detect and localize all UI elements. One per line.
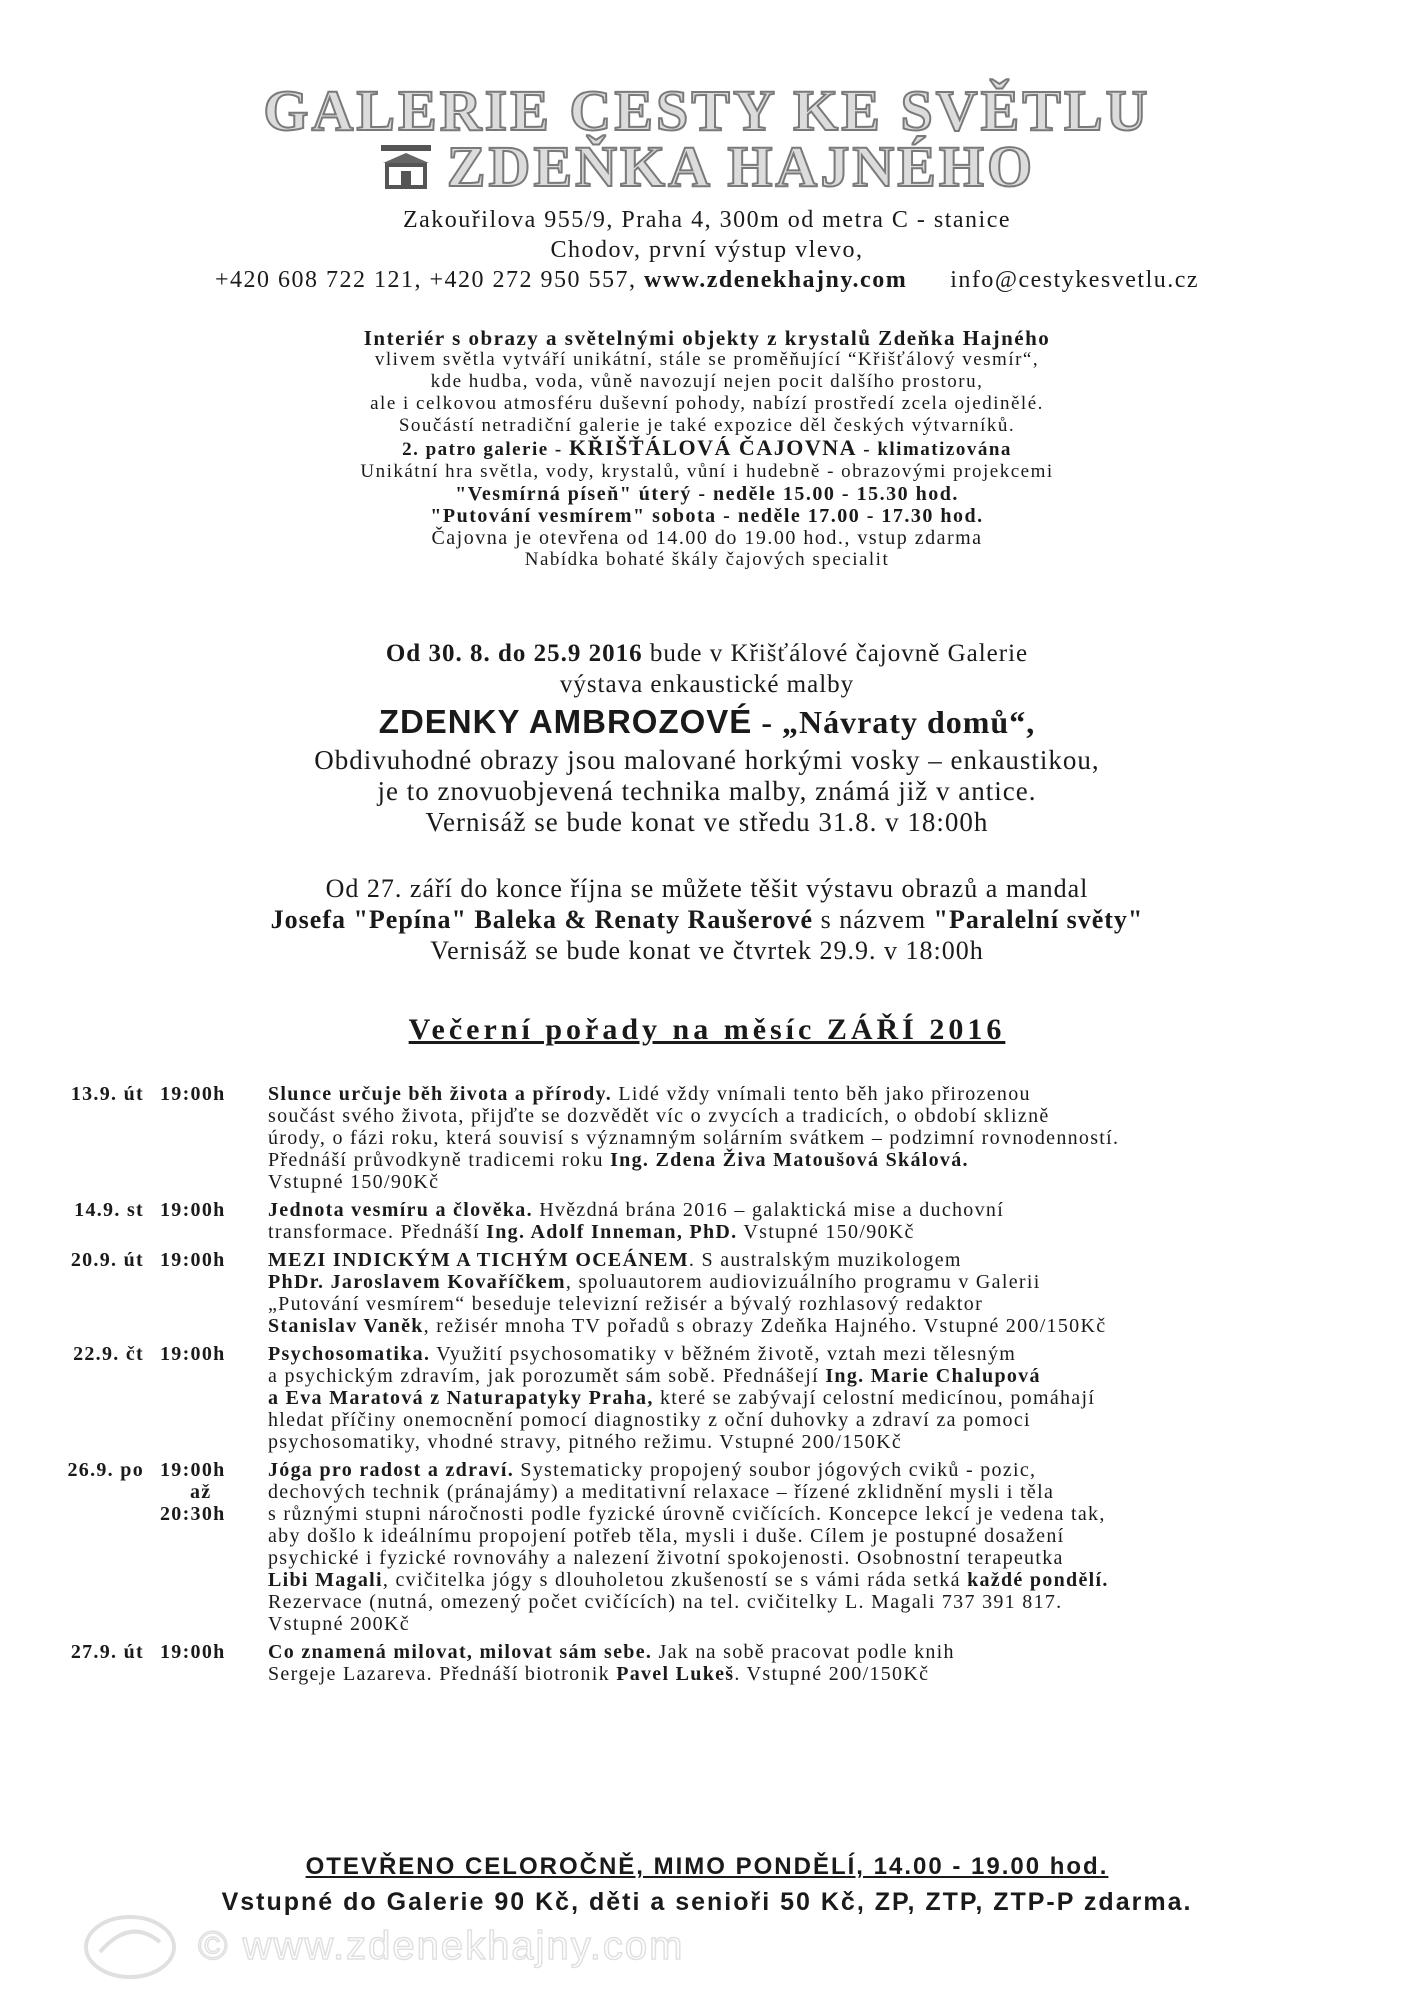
gallery-logo-line2-text: ZDEŇKA HAJNÉHO	[446, 134, 1036, 199]
watermark	[80, 1912, 780, 1982]
events-list	[40, 1083, 1380, 1685]
event-description: Psychosomatika. Využití psychosomatiky v běžném životě, vztah mezi tělesným a psychickým zdravím, jak porozumět sám sobě. Přednášejí Ing. Marie Chalupová a Eva Maratová z Naturapatyky Praha, které se zabývají celostní medicínou, pomáhají hledat příčiny onemocnění pomocí diagnostiky z oční duhovky a zdraví za pomoci psychosomatiky, vhodné stravy, pitného režimu. Vstupné 200/150Kč	[268, 1343, 1096, 1453]
event-row	[40, 1459, 1380, 1635]
event-date: 22.9. čt	[73, 1343, 144, 1365]
event-description: MEZI INDICKÝM A TICHÝM OCEÁNEM. S australským muzikologem PhDr. Jaroslavem Kovaříčkem, spoluautorem audiovizuálního programu v Galerii „Putování vesmírem“ beseduje televizní režisér a bývalý rozhlasový redaktor Stanislav Vaněk, režisér mnoha TV pořadů s obrazy Zdeňka Hajného. Vstupné 200/150Kč	[268, 1249, 1107, 1337]
floor-label: 2. patro galerie -	[402, 439, 570, 460]
gallery-logo-line1: GALERIE CESTY KE SVĚTLU	[263, 78, 1151, 143]
exhibition2-mid: s názvem	[813, 905, 934, 934]
event-date: 26.9. po	[67, 1459, 144, 1481]
event-time: 19:00h	[160, 1641, 226, 1663]
event-date: 13.9. út	[70, 1083, 144, 1105]
watermark-logo-icon	[80, 1912, 180, 1982]
tea-room-name: KŘIŠŤÁLOVÁ ČAJOVNA	[569, 435, 857, 460]
contact-line	[0, 265, 1414, 295]
intro-title: Interiér s obrazy a světelnými objekty z krystalů Zdeňka Hajného	[363, 326, 1051, 350]
opening-hours: OTEVŘENO CELOROČNĚ, MIMO PONDĚLÍ, 14.00 - 19.00 hod.	[305, 1853, 1109, 1880]
intro-line3: ale i celkovou atmosféru duševní pohody, nabízí prostředí zcela ojedinělé.	[370, 393, 1044, 414]
event-row	[40, 1343, 1380, 1453]
exhibition1-line1	[0, 638, 1414, 669]
exhibition1-dates: Od 30. 8. do 25.9 2016	[385, 640, 643, 667]
program-heading: Večerní pořady na měsíc ZÁŘÍ 2016	[408, 1013, 1006, 1046]
show-schedule-2: "Putování vesmírem" sobota - neděle 17.00 - 17.30 hod.	[430, 505, 984, 527]
exhibition2-line1: Od 27. září do konce října se můžete těšit výstavu obrazů a mandal	[325, 874, 1089, 903]
exhibition2-vernissage: Vernisáž se bude konat ve čtvrtek 29.9. v 18:00h	[430, 936, 984, 965]
tea-offer: Nabídka bohaté škály čajových specialit	[524, 549, 890, 570]
exhibition1-artist: ZDENKY AMBROZOVÉ	[378, 703, 753, 740]
exhibition1-line4: Obdivuhodné obrazy jsou malované horkými vosky – enkaustikou,	[314, 745, 1100, 775]
exhibition2-line2	[0, 904, 1414, 935]
event-time: 19:00h	[160, 1083, 226, 1105]
tea-room-line	[0, 437, 1414, 461]
exhibition1-block	[0, 638, 1414, 838]
intro-block	[0, 327, 1414, 571]
exhibition1-vernissage: Vernisáž se bude konat ve středu 31.8. v 18:00h	[425, 807, 989, 837]
event-date: 14.9. st	[74, 1199, 144, 1221]
event-date: 20.9. út	[70, 1249, 144, 1271]
event-time: 19:00h	[160, 1343, 226, 1365]
event-row	[40, 1199, 1380, 1243]
event-description: Slunce určuje běh života a přírody. Lidé vždy vnímali tento běh jako přirozenou součást svého života, přijďte se dozvědět víc o zvycích a tradicích, o období sklizně úrody, o fázi roku, která souvisí s významným solárním svátkem – podzimní rovnodenností. Přednáší průvodkyně tradicemi roku Ing. Zdena Živa Matoušová Skálová. Vstupné 150/90Kč	[268, 1083, 1120, 1193]
exhibition1-line5: je to znovuobjevená technika malby, známá již v antice.	[377, 776, 1037, 806]
intro-line2: kde hudba, voda, vůně navozují nejen pocit dalšího prostoru,	[430, 371, 984, 392]
event-description: Jóga pro radost a zdraví. Systematicky propojený soubor jógových cviků - pozic, dechových technik (pránajámy) a meditativní relaxace – řízené zklidnění mysli i těla s různými stupni náročnosti podle fyzické úrovně cvičících. Koncepce lekcí je vedena tak, aby došlo k ideálnímu propojení potřeb těla, mysli i duše. Cílem je postupné dosažení psychické i fyzické rovnováhy a nalezení životní spokojenosti. Osobnostní terapeutka Libi Magali, cvičitelka jógy s dlouholetou zkušeností se s vámi ráda setká každé pondělí. Rezervace (nutná, omezený počet cvičících) na tel. cvičitelky L. Magali 737 391 817. Vstupné 200Kč	[268, 1459, 1109, 1635]
air-conditioned-label: - klimatizována	[857, 439, 1012, 460]
exhibition2-title: "Paralelní světy"	[933, 905, 1144, 934]
exhibition1-line2: výstava enkaustické malby	[559, 671, 855, 698]
intro-line4: Součástí netradiční galerie je také expozice děl českých výtvarníků.	[398, 415, 1016, 436]
event-time: 19:00h	[160, 1199, 226, 1221]
event-date: 27.9. út	[70, 1641, 144, 1663]
gallery-logo-line2	[0, 134, 1414, 199]
address-block	[0, 205, 1414, 295]
exhibition1-title-line	[0, 703, 1414, 741]
exhibition2-block	[0, 873, 1414, 966]
event-description: Co znamená milovat, milovat sám sebe. Jak na sobě pracovat podle knih Sergeje Lazareva. Přednáší biotronik Pavel Lukeš. Vstupné 200/150Kč	[268, 1641, 955, 1685]
phones: +420 608 722 121, +420 272 950 557,	[214, 267, 637, 293]
event-row	[40, 1249, 1380, 1337]
exhibition1-line1-rest: bude v Křišťálové čajovně Galerie	[642, 640, 1029, 667]
address-line2: Chodov, první výstup vlevo,	[550, 237, 864, 263]
address-line1: Zakouřilova 955/9, Praha 4, 300m od metra C - stanice	[402, 207, 1012, 233]
event-description: Jednota vesmíru a člověka. Hvězdná brána 2016 – galaktická mise a duchovní transformace. Přednáší Ing. Adolf Inneman, PhD. Vstupné 150/90Kč	[268, 1199, 1005, 1243]
website-link[interactable]: www.zdenekhajny.com	[644, 267, 908, 293]
exhibition1-title: - „Návraty domů“,	[752, 704, 1036, 740]
email-link[interactable]: info@cestykesvetlu.cz	[950, 267, 1200, 293]
intro-line1: vlivem světla vytváří unikátní, stále se proměňující “Křišťálový vesmír“,	[374, 349, 1040, 370]
event-row	[40, 1641, 1380, 1685]
admission-prices: Vstupné do Galerie 90 Kč, děti a senioři 50 Kč, ZP, ZTP, ZTP-P zdarma.	[221, 1888, 1193, 1916]
event-time: 19:00h	[160, 1249, 226, 1271]
event-time: 19:00h až 20:30h	[160, 1459, 226, 1525]
event-row	[40, 1083, 1380, 1193]
exhibition2-artists: Josefa "Pepína" Baleka & Renaty Raušerové	[270, 905, 814, 934]
house-logo-icon	[379, 143, 433, 191]
watermark-text: © www.zdenekhajny.com	[198, 1924, 685, 1968]
show-schedule-1: "Vesmírná píseň" úterý - neděle 15.00 - 15.30 hod.	[455, 483, 959, 505]
intro-line5: Unikátní hra světla, vody, krystalů, vůní i hudebně - obrazovými projekcemi	[360, 461, 1054, 482]
tea-room-hours: Čajovna je otevřena od 14.00 do 19.00 hod., vstup zdarma	[431, 527, 983, 549]
